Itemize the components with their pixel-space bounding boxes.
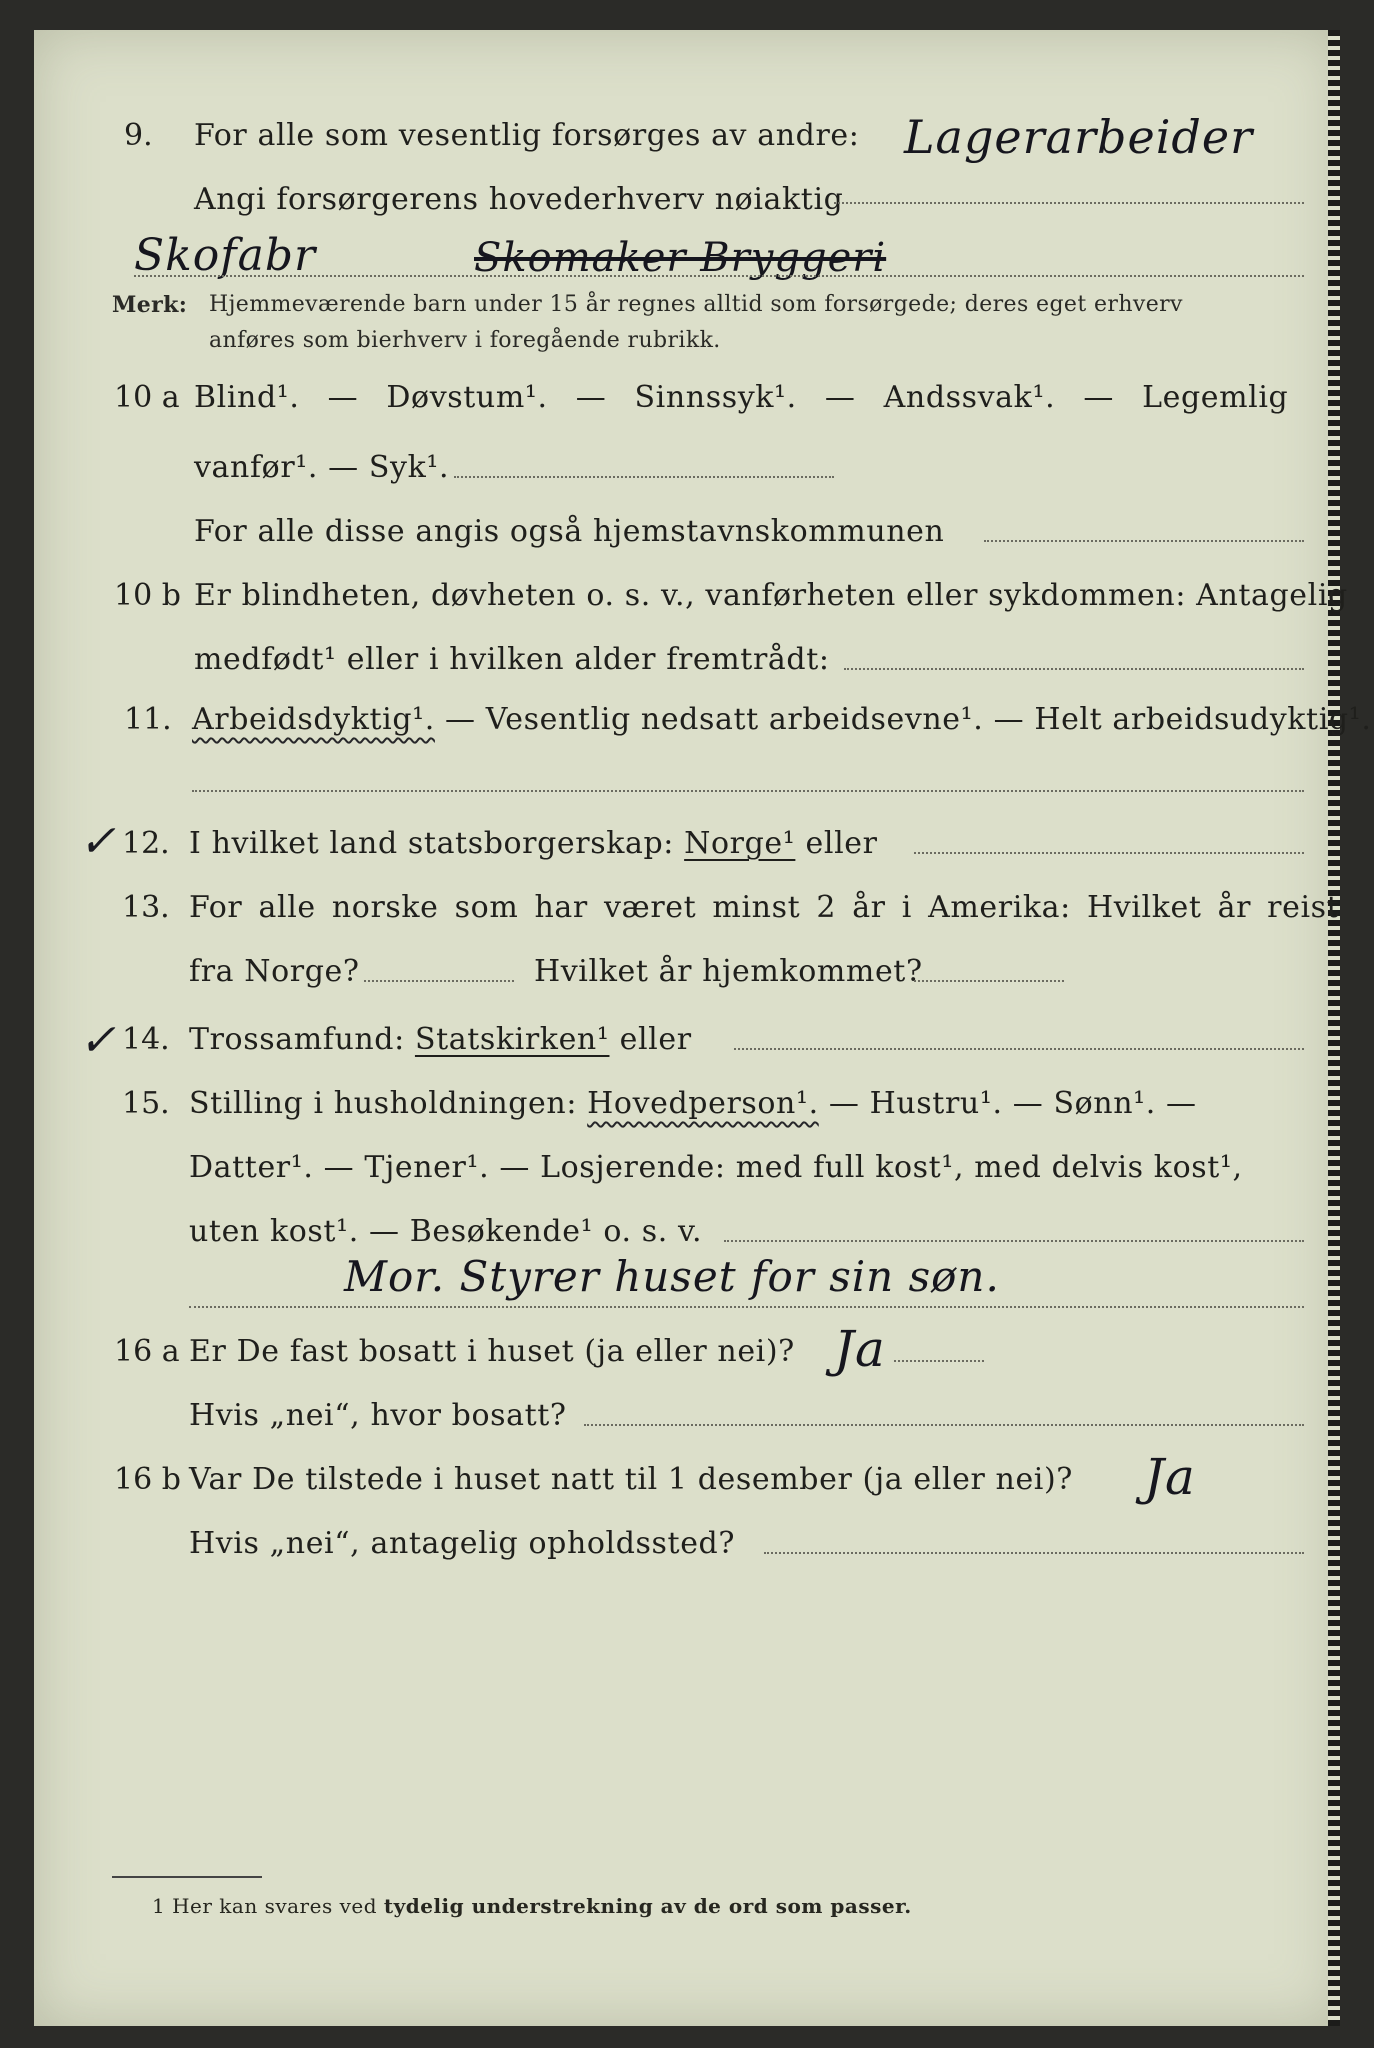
- q10b-line1: Er blindheten, døvheten o. s. v., vanførheten eller sykdommen: Antagelig: [194, 578, 1348, 613]
- q14-option-statskirken: Statskirken¹: [414, 1022, 610, 1057]
- q15-line2: Datter¹. — Tjener¹. — Losjerende: med full kost¹, med delvis kost¹,: [189, 1150, 1243, 1185]
- q10a-line3-rule: [984, 540, 1304, 542]
- q9-struck-text: Skomaker Bryggeri: [474, 235, 887, 281]
- q9-answer2-handwritten: Skofabr: [134, 230, 317, 281]
- q9-line2-rule: [134, 275, 1304, 277]
- q9-answer-handwritten: Lagerarbeider: [904, 110, 1254, 164]
- q11-rule: [192, 790, 1304, 792]
- q16b-number: 16 b: [114, 1462, 181, 1497]
- q12-rule: [914, 852, 1304, 854]
- q15-number: 15.: [122, 1086, 170, 1121]
- q13-line2a: fra Norge?: [189, 954, 360, 989]
- q13-number: 13.: [122, 890, 170, 925]
- q11-option-udyktig: Helt arbeidsudyktig¹.: [1034, 702, 1372, 737]
- census-form-page: [34, 30, 1372, 2026]
- q14-number: 14.: [122, 1022, 170, 1057]
- footnote-mark: 1: [152, 1894, 166, 1918]
- q11-line: [192, 702, 1371, 737]
- q16b-line1: Var De tilstede i huset natt til 1 desember (ja eller nei)?: [189, 1462, 1073, 1497]
- q10b-number: 10 b: [114, 578, 181, 613]
- q13-line2a-rule: [364, 980, 514, 982]
- q13-line1: For alle norske som har været minst 2 år i Amerika: Hvilket år reist: [189, 890, 1340, 925]
- q12-line: [189, 826, 878, 861]
- q10a-line3: For alle disse angis også hjemstavnskommunen: [194, 514, 945, 549]
- q16a-line1-rule: [894, 1360, 984, 1362]
- q12-text: I hvilket land statsborgerskap:: [189, 826, 674, 861]
- q12-rest: eller: [805, 826, 878, 861]
- q13-line2b: Hvilket år hjemkommet?: [534, 954, 923, 989]
- q14-rule: [734, 1048, 1304, 1050]
- q10a-line2-rule: [454, 476, 834, 478]
- footnote: [152, 1894, 912, 1918]
- q16a-number: 16 a: [114, 1334, 180, 1369]
- q14-line: [189, 1022, 692, 1057]
- q11-separator-2: —: [983, 702, 1035, 737]
- check-mark-14: ✓: [79, 1015, 116, 1066]
- q16b-line2-rule: [764, 1552, 1304, 1554]
- q16b-line2: Hvis „nei“, antagelig opholdssted?: [189, 1526, 736, 1561]
- footnote-text-a: Her kan svares ved: [172, 1894, 378, 1918]
- q16a-answer-handwritten: Ja: [834, 1320, 886, 1378]
- q11-number: 11.: [124, 702, 172, 737]
- merk-line2: anføres som bierhverv i foregående rubrikk.: [209, 328, 721, 353]
- q13-line2b-rule: [914, 980, 1064, 982]
- check-mark-12: ✓: [79, 816, 116, 867]
- q15-answer-rule: [189, 1306, 1304, 1308]
- q16b-answer-handwritten: Ja: [1144, 1448, 1196, 1506]
- q11-option-nedsatt: Vesentlig nedsatt arbeidsevne¹.: [485, 702, 984, 737]
- q9-line1: For alle som vesentlig forsørges av andre:: [194, 118, 860, 153]
- footnote-text-b: tydelig understrekning av de ord som passer.: [383, 1894, 912, 1918]
- q15-answer-handwritten: Mor. Styrer huset for sin søn.: [344, 1252, 1000, 1301]
- merk-label: Merk:: [112, 292, 188, 318]
- q16a-line2: Hvis „nei“, hvor bosatt?: [189, 1398, 567, 1433]
- q14-text: Trossamfund:: [189, 1022, 405, 1057]
- q10a-number: 10 a: [114, 380, 180, 415]
- q15-line1: [189, 1086, 1197, 1121]
- q9-number: 9.: [124, 118, 153, 153]
- q11-separator-1: —: [434, 702, 486, 737]
- q15-line3-rule: [724, 1240, 1304, 1242]
- q16a-line2-rule: [584, 1424, 1304, 1426]
- q12-number: 12.: [122, 826, 170, 861]
- footnote-rule: [112, 1876, 262, 1878]
- q10b-line2: medfødt¹ eller i hvilken alder fremtrådt:: [194, 642, 830, 677]
- q15-line1c: — Hustru¹. — Sønn¹. —: [828, 1086, 1197, 1121]
- q9-answer-line: [834, 202, 1304, 204]
- q10a-line1: Blind¹. — Døvstum¹. — Sinnssyk¹. — Andssvak¹. — Legemlig: [194, 380, 1289, 415]
- q16a-line1: Er De fast bosatt i huset (ja eller nei)?: [189, 1334, 795, 1369]
- q15-line3: uten kost¹. — Besøkende¹ o. s. v.: [189, 1214, 703, 1249]
- q14-rest: eller: [619, 1022, 692, 1057]
- q10b-line2-rule: [844, 668, 1304, 670]
- q15-option-hovedperson: Hovedperson¹.: [587, 1086, 819, 1121]
- q11-option-arbeidsdyktig: Arbeidsdyktig¹.: [192, 702, 435, 737]
- merk-line1: Hjemmeværende barn under 15 år regnes alltid som forsørgede; deres eget erhverv: [209, 292, 1183, 317]
- q9-line2: Angi forsørgerens hovederhverv nøiaktig: [194, 182, 844, 217]
- q12-option-norge: Norge¹: [684, 826, 796, 861]
- q10a-line2: vanfør¹. — Syk¹.: [194, 450, 450, 485]
- q15-line1a: Stilling i husholdningen:: [189, 1086, 578, 1121]
- perforated-edge: [1328, 30, 1340, 2026]
